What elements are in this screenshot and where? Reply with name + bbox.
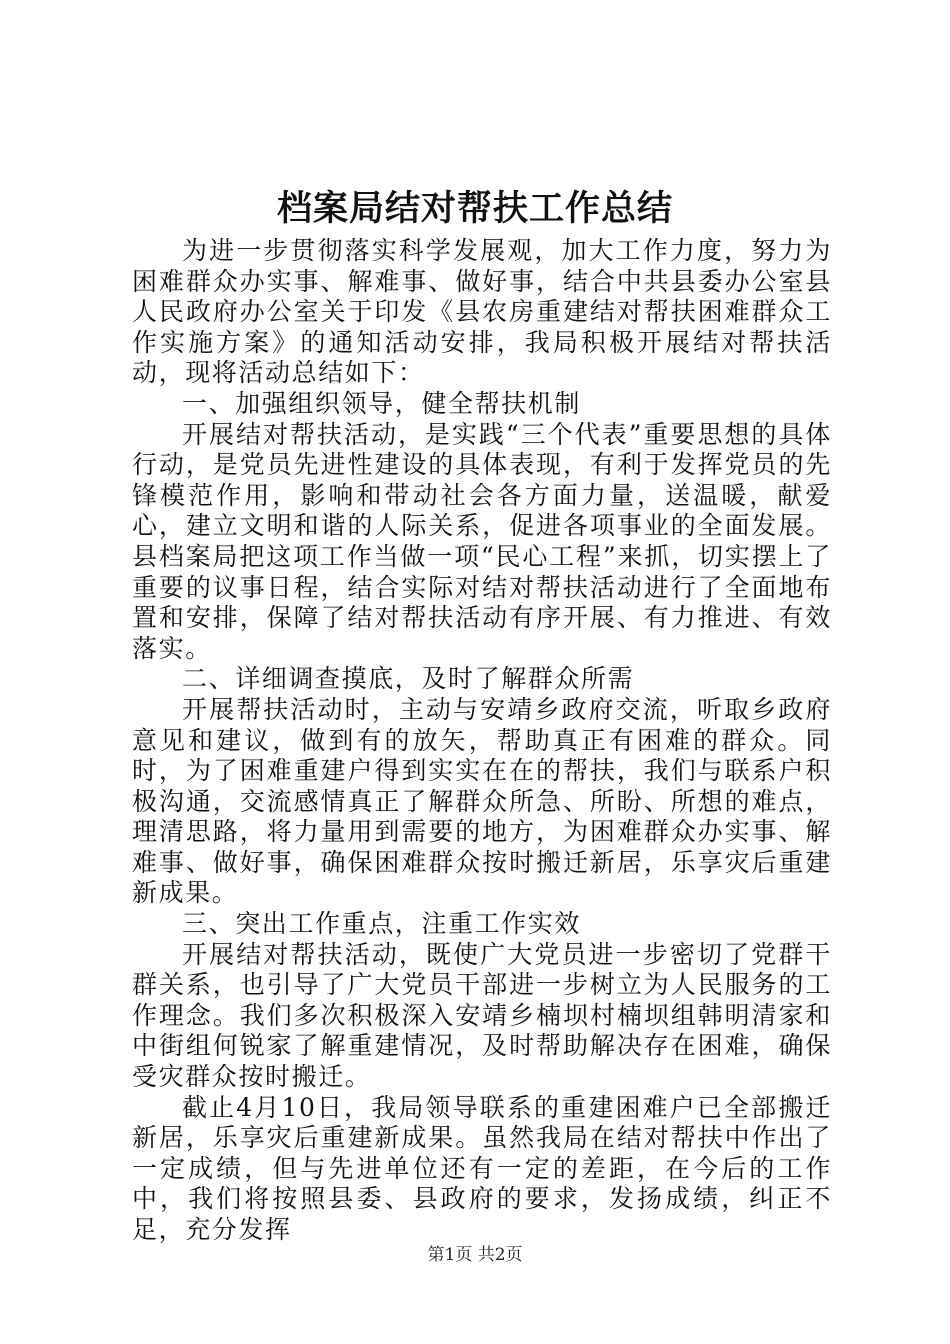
section-heading-1: 一、加强组织领导，健全帮扶机制 — [182, 388, 582, 418]
page-number-footer: 第1页 共2页 — [427, 1245, 523, 1265]
section-paragraph-3: 开展结对帮扶活动，既使广大党员进一步密切了党群干群关系，也引导了广大党员干部进一步树立为人民服务的工作理念。我们多次积极深入安靖乡楠坝村楠坝组韩明清家和中街组何锐家了解重建情况，及时帮助解决存在困难，确保受灾群众按时搬迁。 — [132, 939, 832, 1092]
closing-paragraph: 截止4月10日，我局领导联系的重建困难户已全部搬迁新居，乐享灾后重建新成果。虽然我局在结对帮扶中作出了一定成绩，但与先进单位还有一定的差距，在今后的工作中，我们将按照县委、县政府的要求，发扬成绩，纠正不足，充分发挥 — [132, 1092, 832, 1244]
section-heading-2: 二、详细调查摸底，及时了解群众所需 — [182, 664, 635, 694]
document-body — [132, 236, 832, 1246]
document-title: 档案局结对帮扶工作总结 — [276, 188, 673, 229]
section-paragraph-1: 开展结对帮扶活动，是实践“三个代表”重要思想的具体行动，是党员先进性建设的具体表现，有利于发挥党员的先锋模范作用，影响和带动社会各方面力量，送温暖，献爱心，建立文明和谐的人际关系，促进各项事业的全面发展。县档案局把这项工作当做一项“民心工程”来抓，切实摆上了重要的议事日程，结合实际对结对帮扶活动进行了全面地布置和安排，保障了结对帮扶活动有序开展、有力推进、有效落实。 — [132, 419, 832, 663]
section-heading-3: 三、突出工作重点，注重工作实效 — [182, 909, 582, 939]
intro-paragraph: 为进一步贯彻落实科学发展观，加大工作力度，努力为困难群众办实事、解难事、做好事，结合中共县委办公室县人民政府办公室关于印发《县农房重建结对帮扶困难群众工作实施方案》的通知活动安排，我局积极开展结对帮扶活动，现将活动总结如下： — [132, 236, 832, 388]
section-paragraph-2: 开展帮扶活动时，主动与安靖乡政府交流，听取乡政府意见和建议，做到有的放矢，帮助真正有困难的群众。同时，为了困难重建户得到实实在在的帮扶，我们与联系户积极沟通，交流感情真正了解群众所急、所盼、所想的难点，理清思路，将力量用到需要的地方，为困难群众办实事、解难事、做好事，确保困难群众按时搬迁新居，乐享灾后重建新成果。 — [132, 694, 832, 908]
